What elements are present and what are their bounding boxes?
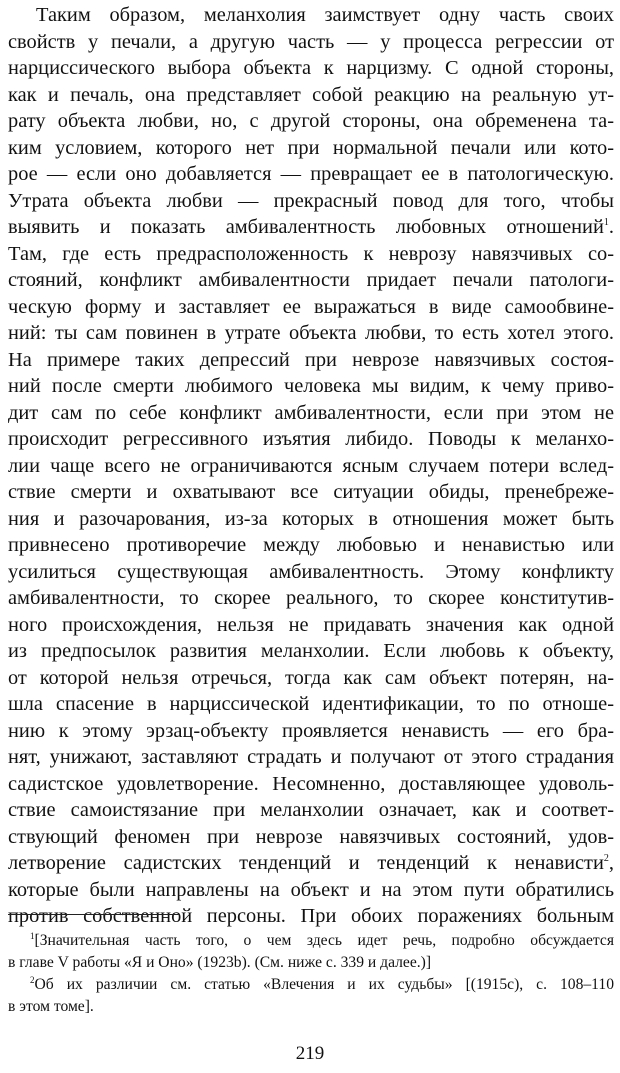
text-line: нию к этому эрзац-объекту проявляется ненависть — его бра- [8, 719, 614, 742]
text-line: ния и разочарования, из-за которых в отношения может быть [8, 507, 614, 530]
text-line: Там, где есть предрасположенность к неврозу навязчивых со- [8, 242, 614, 265]
text-line: нят, унижают, заставляют страдать и получают от этого страдания [8, 746, 614, 768]
text-line: рату объекта любви, но, с другой стороны, она обременена та- [8, 110, 614, 132]
footnote-2 [8, 974, 614, 996]
text-line: дит сам по себе конфликт амбивалентности, если при этом не [8, 401, 614, 424]
footnote-ref-2[interactable]: 2 [603, 853, 609, 865]
text-line: усилиться существующая амбивалентность. Этому конфликту [8, 560, 614, 583]
footnote-ref-1[interactable]: 1 [603, 217, 609, 229]
text-line: ствующий феномен при неврозе навязчивых состояний, удов- [8, 825, 614, 848]
text-line: лии чаще всего не ограничиваются ясным случаем потери вслед- [8, 454, 614, 477]
footnote-1-continued: в главе V работы «Я и Оно» (1923b). (См. ниже с. 339 и далее.)] [8, 954, 432, 971]
text-line: садистское удовлетворение. Несомненно, доставляющее удоволь- [8, 772, 614, 795]
text-line: которые были направлены на объект и на этом пути обратились [8, 878, 614, 901]
text-line: ного происхождения, нельзя не придавать значения как одной [8, 613, 614, 636]
text-line-with-footnote-ref: выявить и показать амбивалентность любовных отношений$^1$. [8, 216, 614, 238]
text-line: Таким образом, меланхолия заимствует одну часть своих [36, 4, 614, 26]
main-text [8, 2, 614, 930]
text-line-with-footnote-ref: летворение садистских тенденций и тенденций к ненависти$^2$, [8, 852, 614, 874]
text-line: стояний, конфликт амбивалентности придает печали патологи- [8, 269, 614, 291]
text-line: рое — если оно добавляется — превращает ее в патологическую. [8, 163, 614, 185]
text-line: из предпосылок развития меланхолии. Если любовь к объекту, [8, 640, 614, 662]
text-line: амбивалентности, то скорее реального, то скорее конститутив- [8, 587, 614, 609]
text-line: ствие смерти и охватывают все ситуации обиды, пренебреже- [8, 481, 614, 503]
text-segment: летворение садистских тенденций и тенденций к ненависти [8, 852, 604, 874]
text-line: свойств у печали, а другую часть — у процесса регрессии от [8, 30, 614, 53]
text-line: ствие самоистязание при меланхолии означает, как и соответ- [8, 799, 614, 821]
page-number: 219 [295, 1043, 325, 1064]
footnote-marker-2: 2 [30, 974, 35, 985]
text-line: Утрата объекта любви — прекрасный повод для того, чтобы [8, 189, 614, 212]
text-line: шла спасение в нарциссической идентификации, то по отноше- [8, 693, 614, 715]
text-line: ким условием, которого нет при нормальной печали или кото- [8, 136, 614, 159]
text-line: нарциссического выбора объекта к нарцизму. С одной стороны, [8, 57, 614, 79]
text-line: происходит регрессивного изъятия либидо. Поводы к меланхо- [8, 428, 614, 450]
text-line: ческую форму и заставляет ее выражаться в виде самообвине- [8, 295, 614, 318]
text-line: ний после смерти любимого человека мы видим, к чему приво- [8, 375, 614, 397]
text-line: привнесено противоречие между любовью и ненавистью или [8, 534, 614, 556]
footnote-text: Об их различии см. статью «Влечения и их судьбы» [(1915c), с. 108–110 [34, 976, 614, 993]
footnote-text: [Значительная часть того, о чем здесь идет речь, подробно обсуждается [34, 932, 614, 949]
footnote-1 [8, 930, 614, 952]
footnote-marker-1: 1 [30, 930, 35, 941]
footnotes [8, 930, 614, 1018]
text-segment: выявить и показать амбивалентность любовных отношений [8, 216, 604, 238]
text-line: как и печаль, она представляет собой реакцию на реальную ут- [8, 83, 614, 106]
text-line: ний: ты сам повинен в утрате объекта любви, то есть хотел этого. [8, 322, 614, 344]
text-line: На примере таких депрессий при неврозе навязчивых состоя- [8, 348, 614, 371]
footnote-2-continued: в этом томе]. [8, 998, 94, 1015]
text-line: против собственной персоны. При обоих поражениях больным [8, 905, 614, 927]
footnote-divider [8, 914, 180, 915]
text-line: от которой нельзя отречься, тогда как сам объект потерян, на- [8, 666, 614, 689]
